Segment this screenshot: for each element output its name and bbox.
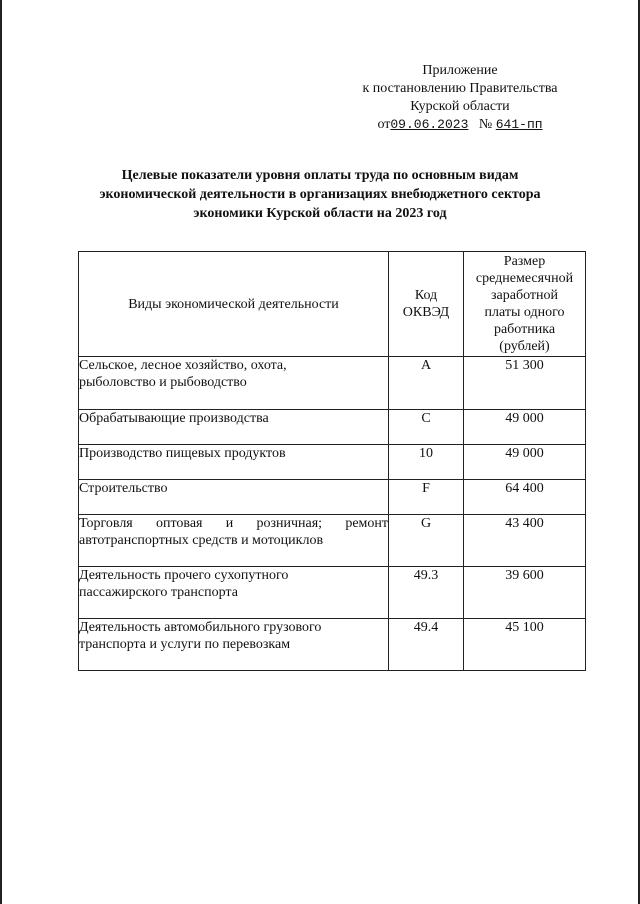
row-salary: 39 600 (464, 567, 586, 619)
table-header-row (79, 252, 586, 357)
annex-number: 641-пп (495, 117, 543, 132)
title-line-1: Целевые показатели уровня оплаты труда по основным видам (121, 168, 519, 183)
row-code: 49.4 (389, 619, 464, 671)
row-activity-name: Производство пищевых продуктов (79, 445, 389, 480)
scan-edge-left (0, 0, 2, 904)
row-activity-name: Строительство (79, 480, 389, 515)
row-salary: 64 400 (464, 480, 586, 515)
table-row (79, 445, 586, 480)
table-row (79, 619, 586, 671)
row-activity-name: Деятельность прочего сухопутного пассажирского транспорта (79, 567, 389, 619)
row-salary: 49 000 (464, 445, 586, 480)
row-code: 10 (389, 445, 464, 480)
table-row (79, 410, 586, 445)
table-row (79, 357, 586, 410)
header-code: Код ОКВЭД (389, 252, 464, 357)
row-code: G (389, 515, 464, 567)
salary-table (78, 251, 586, 671)
annex-from-label: от (377, 117, 391, 132)
header-activity: Виды экономической деятельности (79, 252, 389, 357)
document-title (70, 166, 570, 223)
annex-date: 09.06.2023 (390, 117, 469, 132)
table-row (79, 567, 586, 619)
title-line-2: экономической деятельности в организациях внебюджетного сектора (99, 187, 541, 202)
row-code: F (389, 480, 464, 515)
row-salary: 51 300 (464, 357, 586, 410)
row-salary: 45 100 (464, 619, 586, 671)
annex-header (330, 62, 590, 134)
row-activity-name: Сельское, лесное хозяйство, охота, рыболовство и рыбоводство (79, 357, 389, 410)
row-code: A (389, 357, 464, 410)
row-activity-name: Обрабатывающие производства (79, 410, 389, 445)
table-row (79, 480, 586, 515)
annex-registration (330, 116, 590, 134)
annex-region: Курской области (410, 99, 510, 114)
row-code: 49.3 (389, 567, 464, 619)
row-salary: 49 000 (464, 410, 586, 445)
row-activity-name: Торговля оптовая и розничная; ремонт автотранспортных средств и мотоциклов (79, 515, 389, 567)
annex-title: Приложение (422, 63, 498, 78)
row-code: C (389, 410, 464, 445)
header-salary: Размер среднемесячной заработной платы одного работника (рублей) (464, 252, 586, 357)
annex-number-label: № (478, 117, 493, 132)
row-activity-name: Деятельность автомобильного грузового транспорта и услуги по перевозкам (79, 619, 389, 671)
row-salary: 43 400 (464, 515, 586, 567)
annex-resolution: к постановлению Правительства (362, 81, 558, 96)
table-row (79, 515, 586, 567)
title-line-3: экономики Курской области на 2023 год (193, 206, 447, 221)
